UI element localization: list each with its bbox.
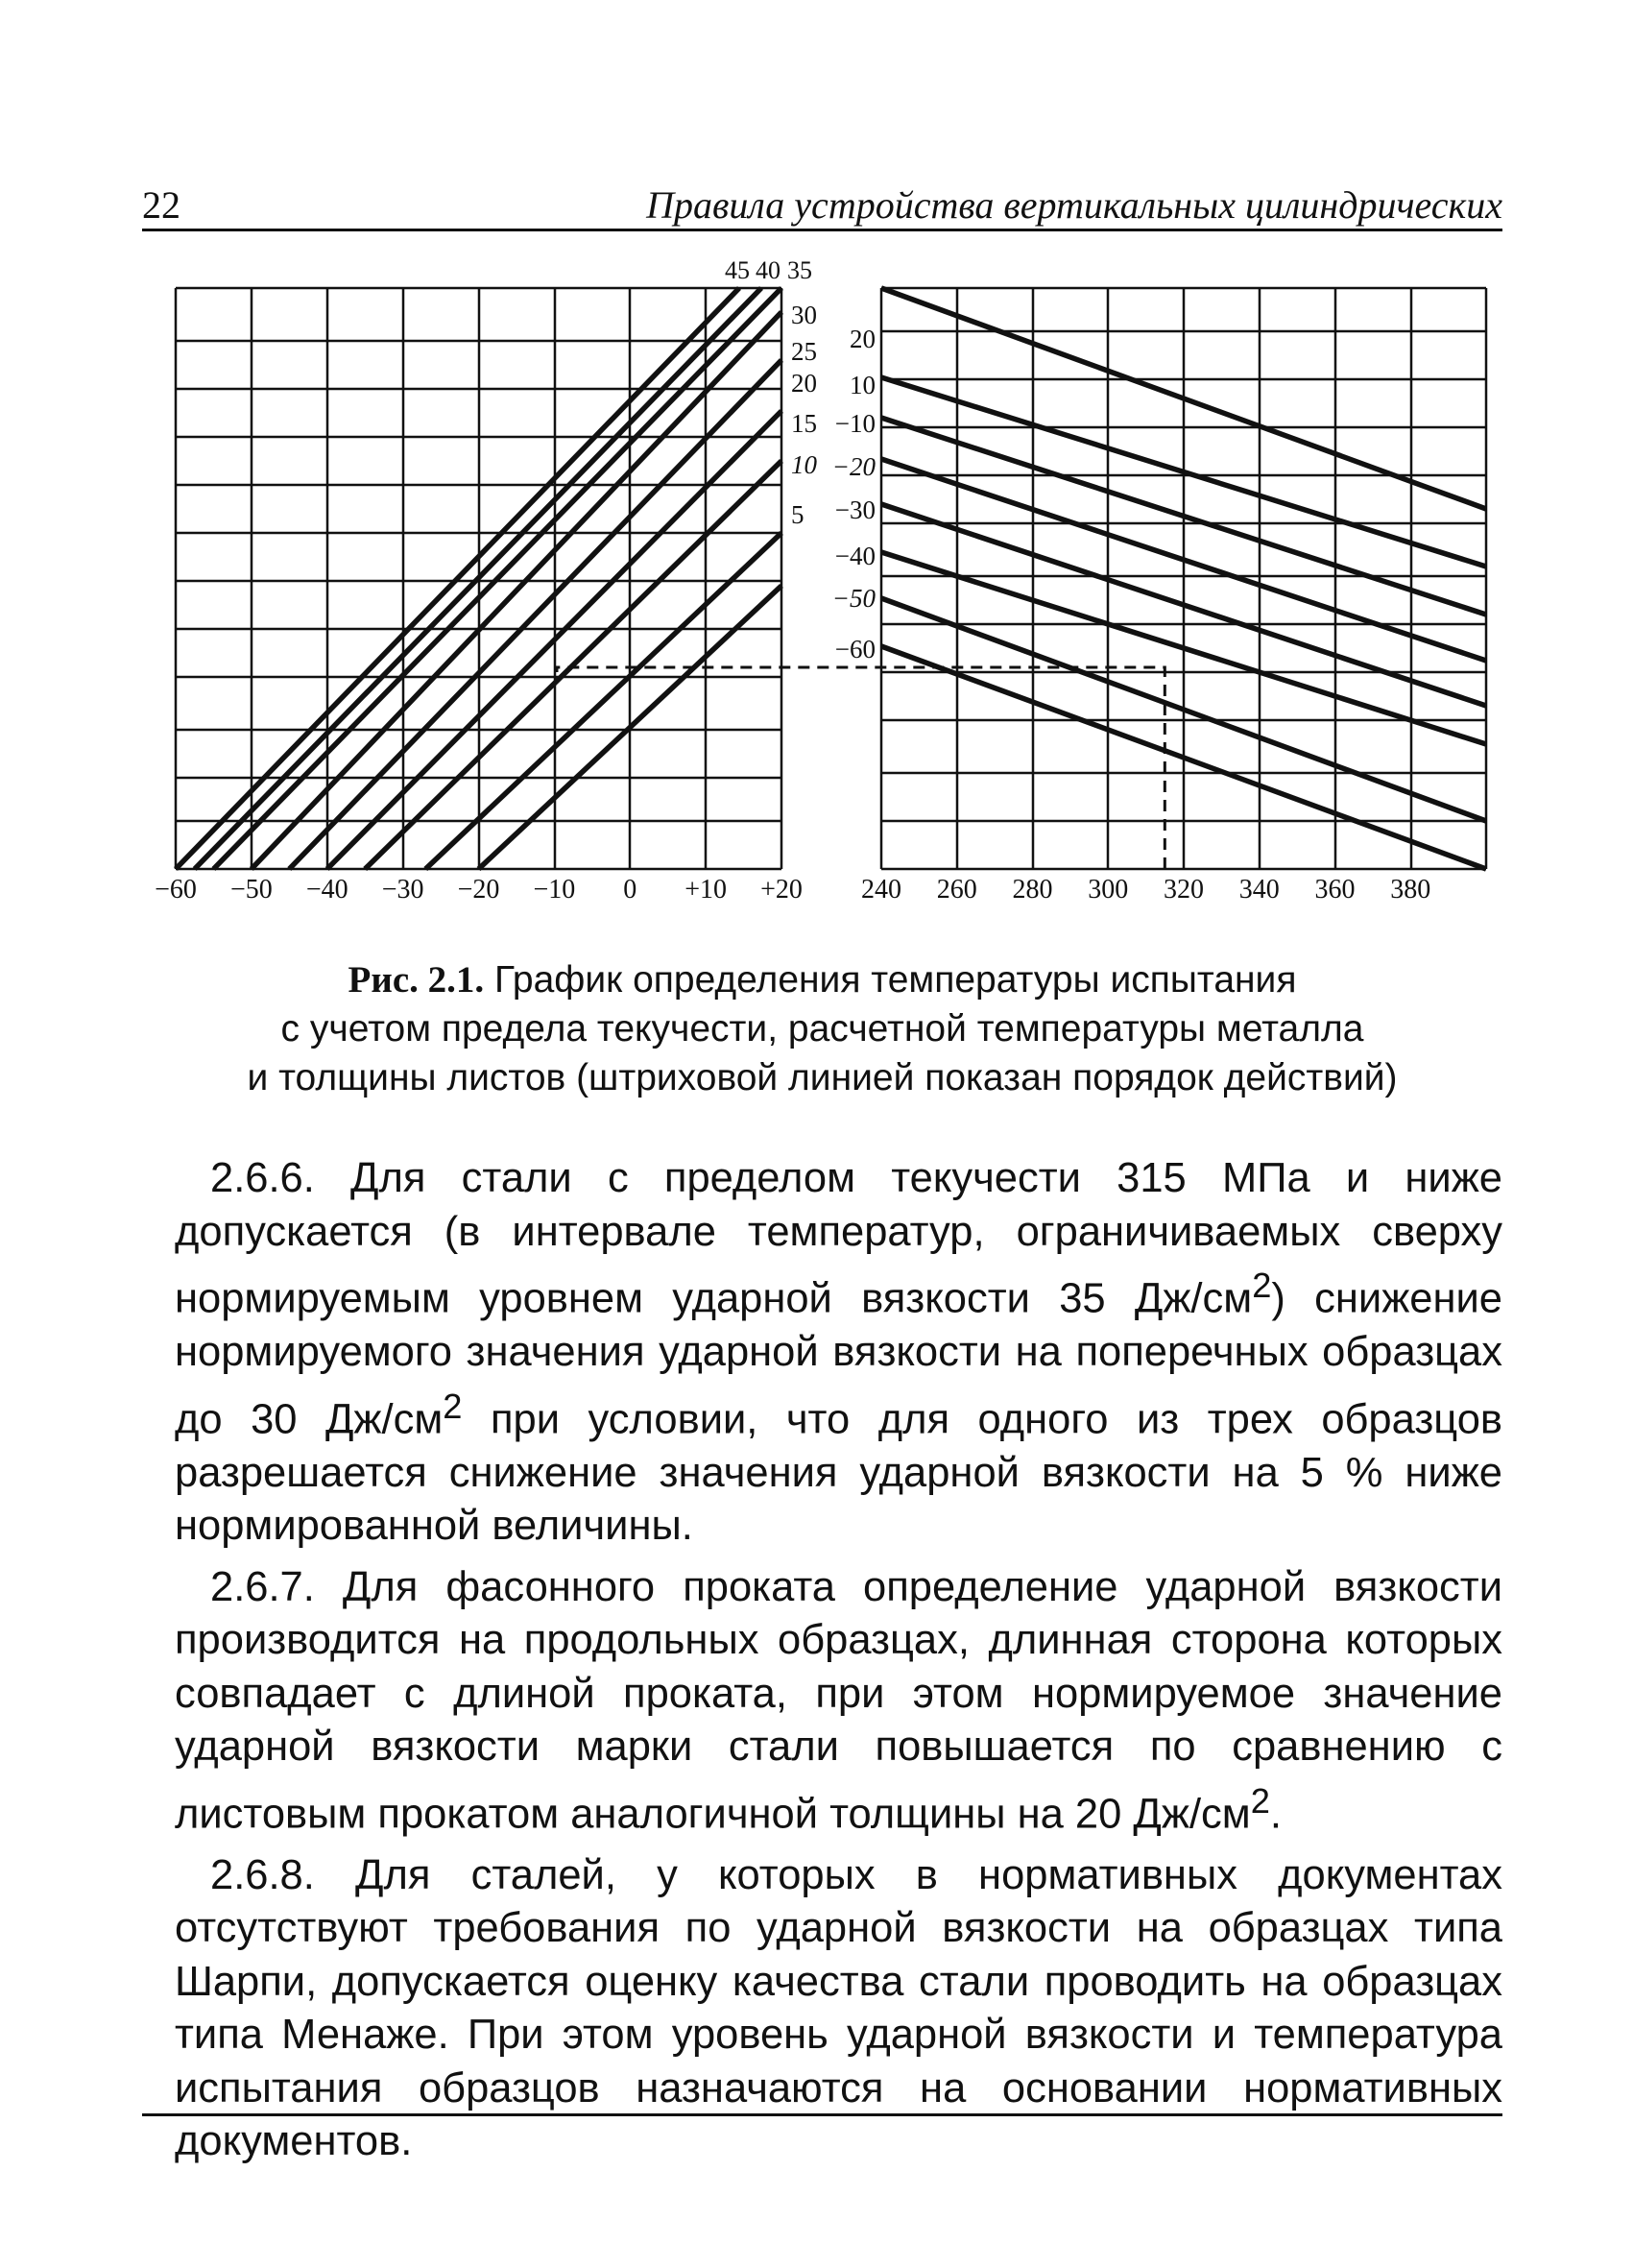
caption-line-3: и толщины листов (штриховой линией показан порядок действий) [247,1057,1398,1098]
right-line-label: −20 [831,452,876,481]
left-line-label: 25 [791,337,817,366]
left-line-label: 40 [756,256,780,284]
left-x-tick: −30 [381,875,424,905]
right-line-label: −50 [831,584,876,613]
running-title: Правила устройства вертикальных цилиндрических [646,183,1502,227]
right-line-label: −30 [834,495,876,524]
dashed-guide [557,667,1165,869]
figure-chart [0,0,1633,922]
left-line-label: 30 [791,301,817,329]
left-x-tick: 0 [623,875,637,905]
right-line-label: −40 [834,542,876,570]
left-line-label: 20 [791,369,817,398]
left-series-line [365,461,781,869]
left-series-line [213,288,781,869]
caption-label: Рис. 2.1. [348,959,485,1001]
left-line-label: 45 [725,256,750,284]
figure-caption [142,955,1502,1102]
caption-line-1: Рис. 2.1. График определения температуры испытания [348,959,1297,1001]
right-x-tick: 300 [1088,875,1129,905]
right-x-tick: 360 [1314,875,1356,905]
left-x-tick: −40 [305,875,348,905]
left-x-tick: −60 [155,875,197,905]
paragraph-2-6-6: 2.6.6. Для стали с пределом текучести 315 МПа и ниже допускается (в интервале температур, ограничиваемых сверху нормируемым уровнем ударной вязкости 35 $Дж/см^2$) снижение нормируемого значения ударной вязкости на поперечных образцах до 30 $Дж/см^2$ при условии, что для одного из трех образцов разрешается снижение значения ударной вязкости на 5 % ниже нормированной величины. [175,1155,1502,1549]
left-line-label: 5 [791,500,804,529]
body-text [175,1152,1502,2169]
left-x-tick: −20 [457,875,500,905]
left-line-label: 35 [787,256,812,284]
left-x-tick: +10 [684,875,728,905]
left-x-tick: +20 [760,875,803,905]
right-line-label: 20 [850,325,876,353]
right-line-label: −10 [834,409,876,438]
left-x-tick: −50 [229,875,273,905]
right-x-tick: 320 [1164,875,1204,905]
right-x-tick: 380 [1390,875,1431,905]
bottom-rule [142,2113,1502,2116]
right-x-tick: 240 [861,875,901,905]
right-line-label: 10 [850,371,876,399]
left-x-tick: −10 [533,875,576,905]
right-x-tick: 340 [1238,875,1280,905]
paragraph-2-6-8: 2.6.8. Для сталей, у которых в нормативных документах отсутствуют требования по ударной вязкости на образцах типа Шарпи, допускается оценку качества стали проводить на образцах типа Менаже. При этом уровень ударной вязкости и температура испытания образцов назначаются на основании нормативных документов. [175,1851,1502,2164]
left-line-label: 15 [791,409,817,438]
page-number: 22 [142,183,180,227]
caption-line-2: с учетом предела текучести, расчетной температуры металла [280,1008,1364,1050]
paragraph-2-6-7: 2.6.7. Для фасонного проката определение ударной вязкости производится на продольных образцах, длинная сторона которых совпадает с длиной проката, при этом нормируемое значение ударной вязкости марки стали повышается по сравнению с листовым прокатом аналогичной толщины на 20 $Дж/см^2$. [175,1563,1502,1837]
right-x-tick: 280 [1012,875,1053,905]
right-x-tick: 260 [936,875,977,905]
right-line-label: −60 [834,635,876,664]
left-line-label: 10 [791,450,817,479]
